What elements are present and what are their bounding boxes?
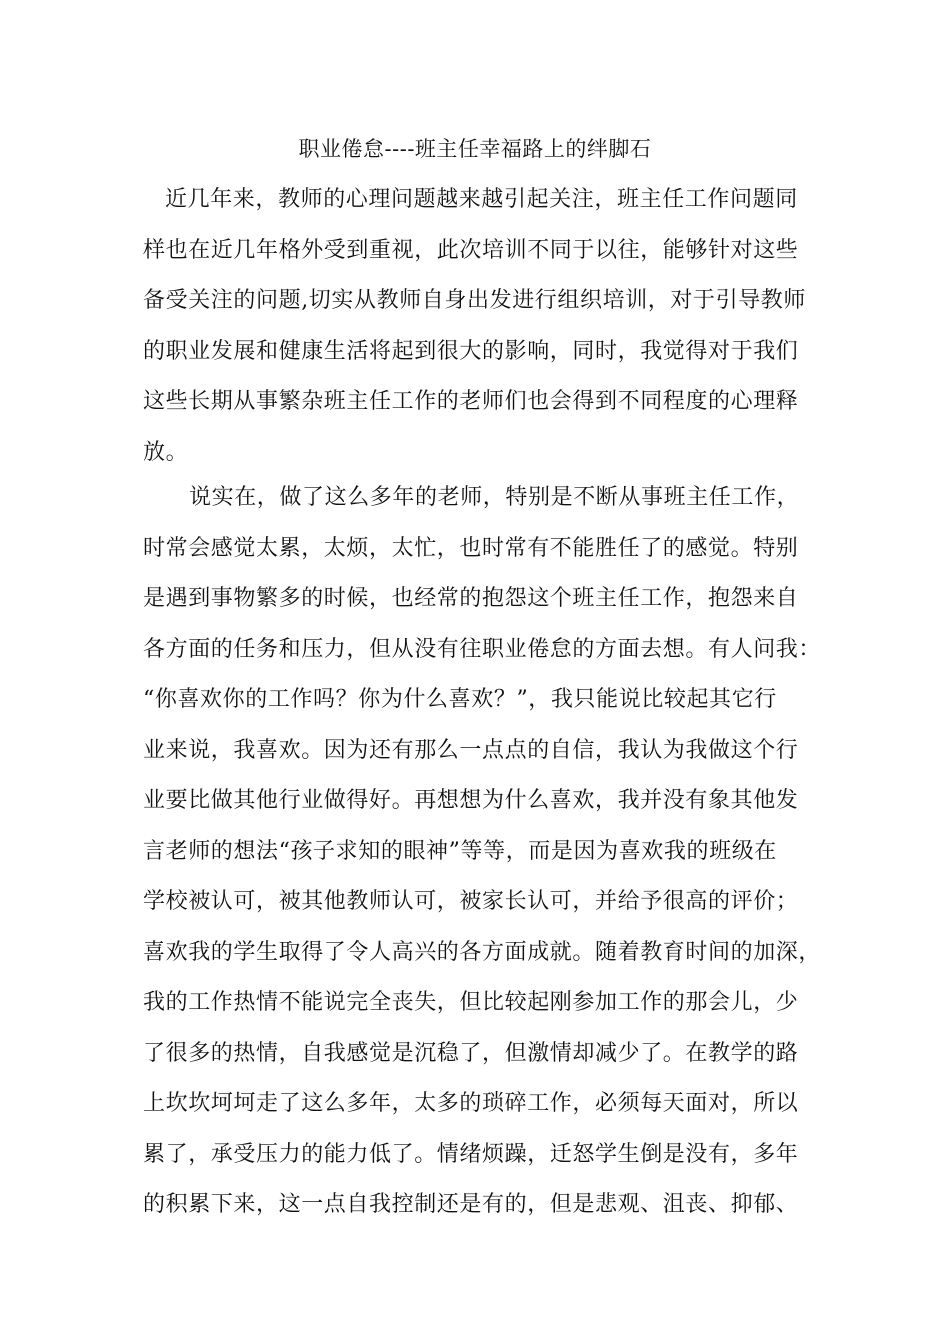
paragraph-2 bbox=[143, 473, 833, 1231]
text-line: 样也在近几年格外受到重视，此次培训不同于以往，能够针对这些 bbox=[143, 237, 799, 263]
text-line: 累了，承受压力的能力低了。情绪烦躁，迁怒学生倒是没有，多年 bbox=[143, 1141, 799, 1167]
text-line: 近几年来，教师的心理问题越来越引起关注，班主任工作问题同 bbox=[165, 187, 798, 212]
text-line: “你喜欢你的工作吗？你为什么喜欢？”，我只能说比较起其它行 bbox=[143, 687, 777, 712]
text-line: 放。 bbox=[143, 439, 189, 465]
text-line: 的积累下来，这一点自我控制还是有的，但是悲观、沮丧、抑郁、 bbox=[143, 1192, 799, 1217]
text-line: 学校被认可，被其他教师认可，被家长认可，并给予很高的评价； bbox=[143, 889, 799, 914]
text-line: 的职业发展和健康生活将起到很大的影响，同时，我觉得对于我们 bbox=[143, 338, 799, 364]
text-line: 言老师的想法“孩子求知的眼神”等等，而是因为喜欢我的班级在 bbox=[143, 838, 777, 864]
text-line: 是遇到事物繁多的时候，也经常的抱怨这个班主任工作，抱怨来自 bbox=[143, 586, 799, 611]
text-line: 喜欢我的学生取得了令人高兴的各方面成就。随着教育时间的加深， bbox=[143, 939, 822, 965]
paragraph-1 bbox=[143, 175, 833, 478]
text-line: 备受关注的问题,切实从教师自身出发进行组织培训，对于引导教师 bbox=[143, 288, 806, 313]
text-line: 了很多的热情，自我感觉是沉稳了，但激情却减少了。在教学的路 bbox=[143, 1040, 799, 1066]
text-line: 我的工作热情不能说完全丧失，但比较起刚参加工作的那会儿，少 bbox=[143, 990, 799, 1015]
text-line: 上坎坎坷坷走了这么多年，太多的琐碎工作，必须每天面对，所以 bbox=[143, 1091, 799, 1116]
text-line: 说实在，做了这么多年的老师，特别是不断从事班主任工作， bbox=[189, 485, 800, 510]
text-line: 业来说，我喜欢。因为还有那么一点点的自信，我认为我做这个行 bbox=[143, 737, 799, 763]
text-line: 这些长期从事繁杂班主任工作的老师们也会得到不同程度的心理释 bbox=[143, 389, 799, 414]
document-title: 职业倦怠----班主任幸福路上的绊脚石 bbox=[298, 137, 652, 161]
text-line: 各方面的任务和压力，但从没有往职业倦怠的方面去想。有人问我： bbox=[143, 636, 822, 662]
text-line: 时常会感觉太累，太烦，太忙，也时常有不能胜任了的感觉。特别 bbox=[143, 535, 799, 561]
text-line: 业要比做其他行业做得好。再想想为什么喜欢，我并没有象其他发 bbox=[143, 788, 799, 813]
